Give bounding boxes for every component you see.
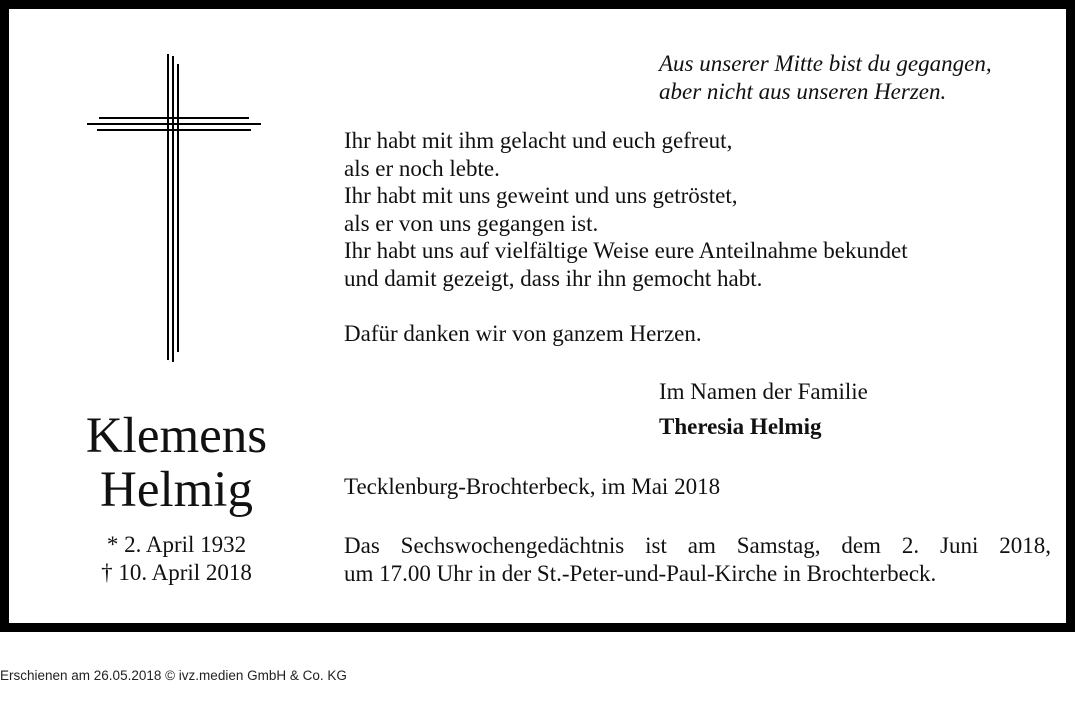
deceased-last-name: Helmig: [100, 462, 253, 518]
text-line: Ihr habt uns auf vielfältige Weise eure Anteilnahme bekundet: [344, 238, 908, 263]
text-line: als er noch lebte.: [344, 155, 500, 181]
gratitude-text: [344, 127, 1064, 292]
thanks-line: Dafür danken wir von ganzem Herzen.: [344, 321, 702, 346]
cross-icon: [87, 54, 261, 362]
signature-intro: Im Namen der Familie: [659, 379, 868, 404]
memorial-notice: [344, 532, 1051, 588]
death-date: † 10. April 2018: [101, 560, 252, 585]
memorial-line: Das Sechswochengedächtnis ist am Samstag, dem 2. Juni 2018,: [344, 533, 1051, 558]
place-date: Tecklenburg-Brochterbeck, im Mai 2018: [344, 474, 721, 499]
birth-date: * 2. April 1932: [106, 532, 247, 557]
text-line: Ihr habt mit uns geweint und uns getröstet,: [344, 183, 738, 208]
motto-line: Aus unserer Mitte bist du gegangen,: [659, 51, 992, 76]
text-line: als er von uns gegangen ist.: [344, 210, 599, 236]
text-line: und damit gezeigt, dass ihr ihn gemocht habt.: [344, 265, 763, 291]
publication-footer: Erschienen am 26.05.2018 © ivz.medien GmbH & Co. KG: [0, 668, 347, 683]
deceased-first-name: Klemens: [85, 408, 268, 464]
signature-name: Theresia Helmig: [659, 414, 822, 439]
memorial-line: um 17.00 Uhr in der St.-Peter-und-Paul-Kirche in Brochterbeck.: [344, 561, 937, 586]
motto-quote: [659, 50, 1069, 106]
text-line: Ihr habt mit ihm gelacht und euch gefreut,: [344, 128, 733, 153]
motto-line: aber nicht aus unseren Herzen.: [659, 79, 947, 104]
life-dates: [49, 531, 304, 587]
